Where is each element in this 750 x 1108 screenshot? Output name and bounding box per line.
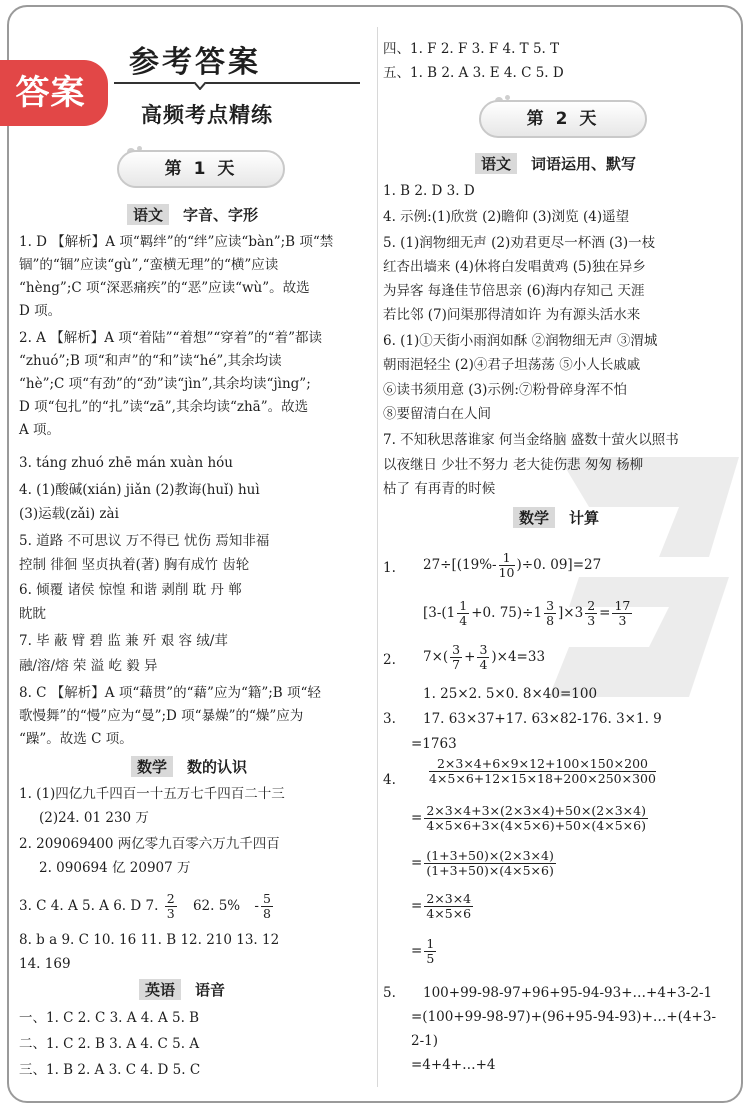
answer-line: D 项。 xyxy=(19,303,62,319)
fraction: $\frac{2\times 3\times 4+3\times(2\times 3\times 4)+50\times(2\times 3\times 4)}{4\times 5\times 6+3\times(4\times 5\times 6)+50\times(4\times 5\times 6)}$ xyxy=(426,803,646,833)
answer-line: “躁”。故选 C 项。 xyxy=(19,731,133,747)
calc-line: [3-(1 $\frac{1}{4}$ +0. 75)÷1 $\frac{3}{8}$ ]×3 $\frac{2}{3}$ = $\frac{17}{3}$ xyxy=(423,598,631,628)
column-divider xyxy=(377,27,378,1087)
fraction: $\frac{1}{10}$ xyxy=(498,550,515,580)
answer-line: 6. (1)①天街小雨润如酥 ②润物细无声 ③渭城 xyxy=(383,333,658,349)
answer-line: 歌慢舞”的“慢”应为“曼”;D 项“暴燥”的“燥”应为 xyxy=(19,708,304,724)
question-number: 2. xyxy=(383,652,396,668)
calc-line: 7×( $\frac{3}{7}$ + $\frac{3}{4}$ )×4=33 xyxy=(423,642,546,672)
answer-line: 1. B 2. D 3. D xyxy=(383,183,475,199)
answer-line: 3. táng zhuó zhē mán xuàn hóu xyxy=(19,455,233,471)
fraction: $\frac{3}{4}$ xyxy=(479,642,488,672)
answer-badge: 答案 xyxy=(0,60,108,126)
calc-line: 1. 25×2. 5×0. 8×40=100 xyxy=(423,686,598,702)
page-title: 参考答案 xyxy=(129,45,261,80)
answer-line: 四、1. F 2. F 3. F 4. T 5. T xyxy=(383,41,560,57)
question-number: 5. xyxy=(383,985,396,1001)
english-section-heading xyxy=(139,979,225,1000)
fraction: $\frac{17}{3}$ xyxy=(614,598,631,628)
topic-title: 计算 xyxy=(569,509,600,527)
chinese-section-heading xyxy=(127,204,258,225)
calc-line: = $\frac{1}{5}$ xyxy=(411,936,435,966)
answer-line: (2)24. 01 230 万 xyxy=(39,810,149,826)
calc-line: = $\frac{(1+3+50)\times(2\times 3\times 4)}{(1+3+50)\times(4\times 5\times 6)}$ xyxy=(411,848,554,878)
percent-value: 62. 5% xyxy=(192,898,241,914)
question-number: 4. xyxy=(383,772,396,788)
answer-line: 以夜继日 少壮不努力 老大徒伤悲 匆匆 杨柳 xyxy=(383,457,644,473)
answer-line: 若比邻 (7)问渠那得清如许 为有源头活水来 xyxy=(383,307,641,323)
answer-line: 一、1. C 2. C 3. A 4. A 5. B xyxy=(19,1010,200,1026)
fraction: $\frac{(1+3+50)\times(2\times 3\times 4)}{(1+3+50)\times(4\times 5\times 6)}$ xyxy=(426,848,554,878)
answer-line: 8. b a 9. C 10. 16 11. B 12. 210 13. 12 xyxy=(19,932,280,948)
answer-line: 控制 徘徊 坚贞执着(著) 胸有成竹 齿轮 xyxy=(19,557,250,573)
subject-tag-math: 数学 xyxy=(513,507,555,528)
subject-tag-math: 数学 xyxy=(131,756,173,777)
title-underline-left xyxy=(114,82,194,84)
calc-line: =1763 xyxy=(411,736,457,752)
fraction: $\frac{2}{3}$ xyxy=(166,891,175,921)
answer-line: ⑥读书须用意 (3)示例:⑦粉骨碎身浑不怕 xyxy=(383,382,627,398)
question-number: 1. xyxy=(383,560,396,576)
title-underline-right xyxy=(206,82,360,84)
answer-line: D 项“包扎”的“扎”读“zā”,其余均读“zhā”。故选 xyxy=(19,399,309,415)
fraction: $\frac{1}{4}$ xyxy=(459,598,468,628)
answer-line: 7. 不知秋思落谁家 何当金络脑 盛数十萤火以照书 xyxy=(383,432,679,448)
answer-text: 3. C 4. A 5. A 6. D 7. xyxy=(19,898,159,914)
calc-line: =4+4+…+4 xyxy=(411,1057,496,1073)
answer-line: 二、1. C 2. B 3. A 4. C 5. A xyxy=(19,1036,200,1052)
answer-line: 8. C 【解析】A 项“藉贯”的“藉”应为“籍”;B 项“轻 xyxy=(19,685,321,701)
answer-line: A 项。 xyxy=(19,422,61,438)
answer-line: 5. (1)润物细无声 (2)劝君更尽一杯酒 (3)一枝 xyxy=(383,235,656,251)
chinese-section-heading xyxy=(475,153,636,174)
subject-tag-chinese: 语文 xyxy=(475,153,517,174)
answer-line: “hèng”;C 项“深恶痛疾”的“恶”应读“wù”。故选 xyxy=(19,280,310,296)
calc-line: = $\frac{2\times 3\times 4}{4\times 5\times 6}$ xyxy=(411,891,472,921)
fraction: $\frac{2\times 3\times 4+6\times 9\times 12+100\times 150\times 200}{4\times 5\times 6+12\times 15\times 18+200\times 250\times 300}$ xyxy=(429,756,656,786)
calc-line: 100+99-98-97+96+95-94-93+…+4+3-2-1 xyxy=(423,985,713,1001)
answer-line: 朝雨浥轻尘 (2)④君子坦荡荡 ⑤小人长戚戚 xyxy=(383,357,641,373)
fraction: $\frac{5}{8}$ xyxy=(262,891,271,921)
fraction: $\frac{2}{3}$ xyxy=(587,598,596,628)
answer-line: 1. (1)四亿九千四百一十五万七千四百二十三 xyxy=(19,786,285,802)
answer-line: (3)运载(zǎi) zài xyxy=(19,506,119,522)
answer-line: “hè”;C 项“有劲”的“劲”读“jìn”,其余均读“jìng”; xyxy=(19,376,311,392)
answer-line: 五、1. B 2. A 3. E 4. C 5. D xyxy=(383,65,564,81)
question-number: 3. xyxy=(383,711,396,727)
fraction: $\frac{3}{7}$ xyxy=(452,642,461,672)
answer-line: “zhuó”;B 项“和声”的“和”读“hé”,其余均读 xyxy=(19,353,282,369)
answer-line: 为异客 每逢佳节倍思亲 (6)海内存知己 天涯 xyxy=(383,283,645,299)
day-1-heading: 第 1 天 xyxy=(117,150,285,188)
topic-title: 字音、字形 xyxy=(183,206,259,224)
subject-tag-english: 英语 xyxy=(139,979,181,1000)
calc-line xyxy=(427,757,658,786)
answer-line: 2. A 【解析】A 项“着陆”“着想”“穿着”的“着”都读 xyxy=(19,330,322,346)
answer-line: 14. 169 xyxy=(19,956,71,972)
answer-line: 锢”的“锢”应读“gù”,“蛮横无理”的“横”应读 xyxy=(19,257,279,273)
answer-line: 3. C 4. A 5. A 6. D 7. $\frac{2}{3}$ 62. 5% - $\frac{5}{8}$ xyxy=(19,891,271,921)
answer-line: 2. 090694 亿 20907 万 xyxy=(39,860,191,876)
answer-line: 眈眈 xyxy=(19,606,46,622)
answer-line: 6. 倾覆 诸侯 惊惶 和谐 剥削 耽 丹 郸 xyxy=(19,582,242,598)
answer-line: 融/溶/熔 荣 溢 屹 毅 异 xyxy=(19,658,158,674)
calc-line: 17. 63×37+17. 63×82-176. 3×1. 9 xyxy=(423,711,662,727)
calc-line: =(100+99-98-97)+(96+95-94-93)+…+(4+3- xyxy=(411,1009,717,1025)
answer-line: 5. 道路 不可思议 万不得已 忧伤 焉知非福 xyxy=(19,533,270,549)
answer-line: 1. D 【解析】A 项“羁绊”的“绊”应读“bàn”;B 项“禁 xyxy=(19,234,334,250)
topic-title: 数的认识 xyxy=(187,758,248,776)
answer-line: 红杏出墙来 (4)休将白发唱黄鸡 (5)独在异乡 xyxy=(383,259,646,275)
math-section-heading xyxy=(131,756,247,777)
topic-title: 语音 xyxy=(195,981,226,999)
day-2-heading: 第 2 天 xyxy=(479,100,647,138)
answer-line: 枯了 有再青的时候 xyxy=(383,481,496,497)
section-subtitle: 高频考点精练 xyxy=(141,103,273,127)
fraction: $\frac{2\times 3\times 4}{4\times 5\times 6}$ xyxy=(426,891,472,921)
title-pointer-icon xyxy=(194,82,206,90)
answer-line: 4. 示例:(1)欣赏 (2)瞻仰 (3)浏览 (4)遥望 xyxy=(383,209,630,225)
answer-page xyxy=(7,5,743,1103)
calc-line: = $\frac{2\times 3\times 4+3\times(2\times 3\times 4)+50\times(2\times 3\times 4)}{4\times 5\times 6+3\times(4\times 5\times 6)+50\times(4\times 5\times 6)}$ xyxy=(411,803,646,833)
answer-line: 4. (1)酸碱(xián) jiǎn (2)教诲(huǐ) huì xyxy=(19,482,260,498)
math-section-heading xyxy=(513,507,599,528)
calc-line: 27÷[(19%- $\frac{1}{10}$ )÷0. 09]=27 xyxy=(423,550,602,580)
subject-tag-chinese: 语文 xyxy=(127,204,169,225)
fraction: $\frac{3}{8}$ xyxy=(546,598,555,628)
topic-title: 词语运用、默写 xyxy=(531,155,637,173)
answer-line: 7. 毕 蔽 臂 碧 监 兼 歼 艰 容 绒/茸 xyxy=(19,633,228,649)
fraction: $\frac{1}{5}$ xyxy=(426,936,435,966)
calc-line: 2-1) xyxy=(411,1033,439,1049)
answer-line: ⑧要留清白在人间 xyxy=(383,406,491,422)
answer-line: 三、1. B 2. A 3. C 4. D 5. C xyxy=(19,1062,201,1078)
answer-line: 2. 209069400 两亿零九百零六万九千四百 xyxy=(19,836,280,852)
